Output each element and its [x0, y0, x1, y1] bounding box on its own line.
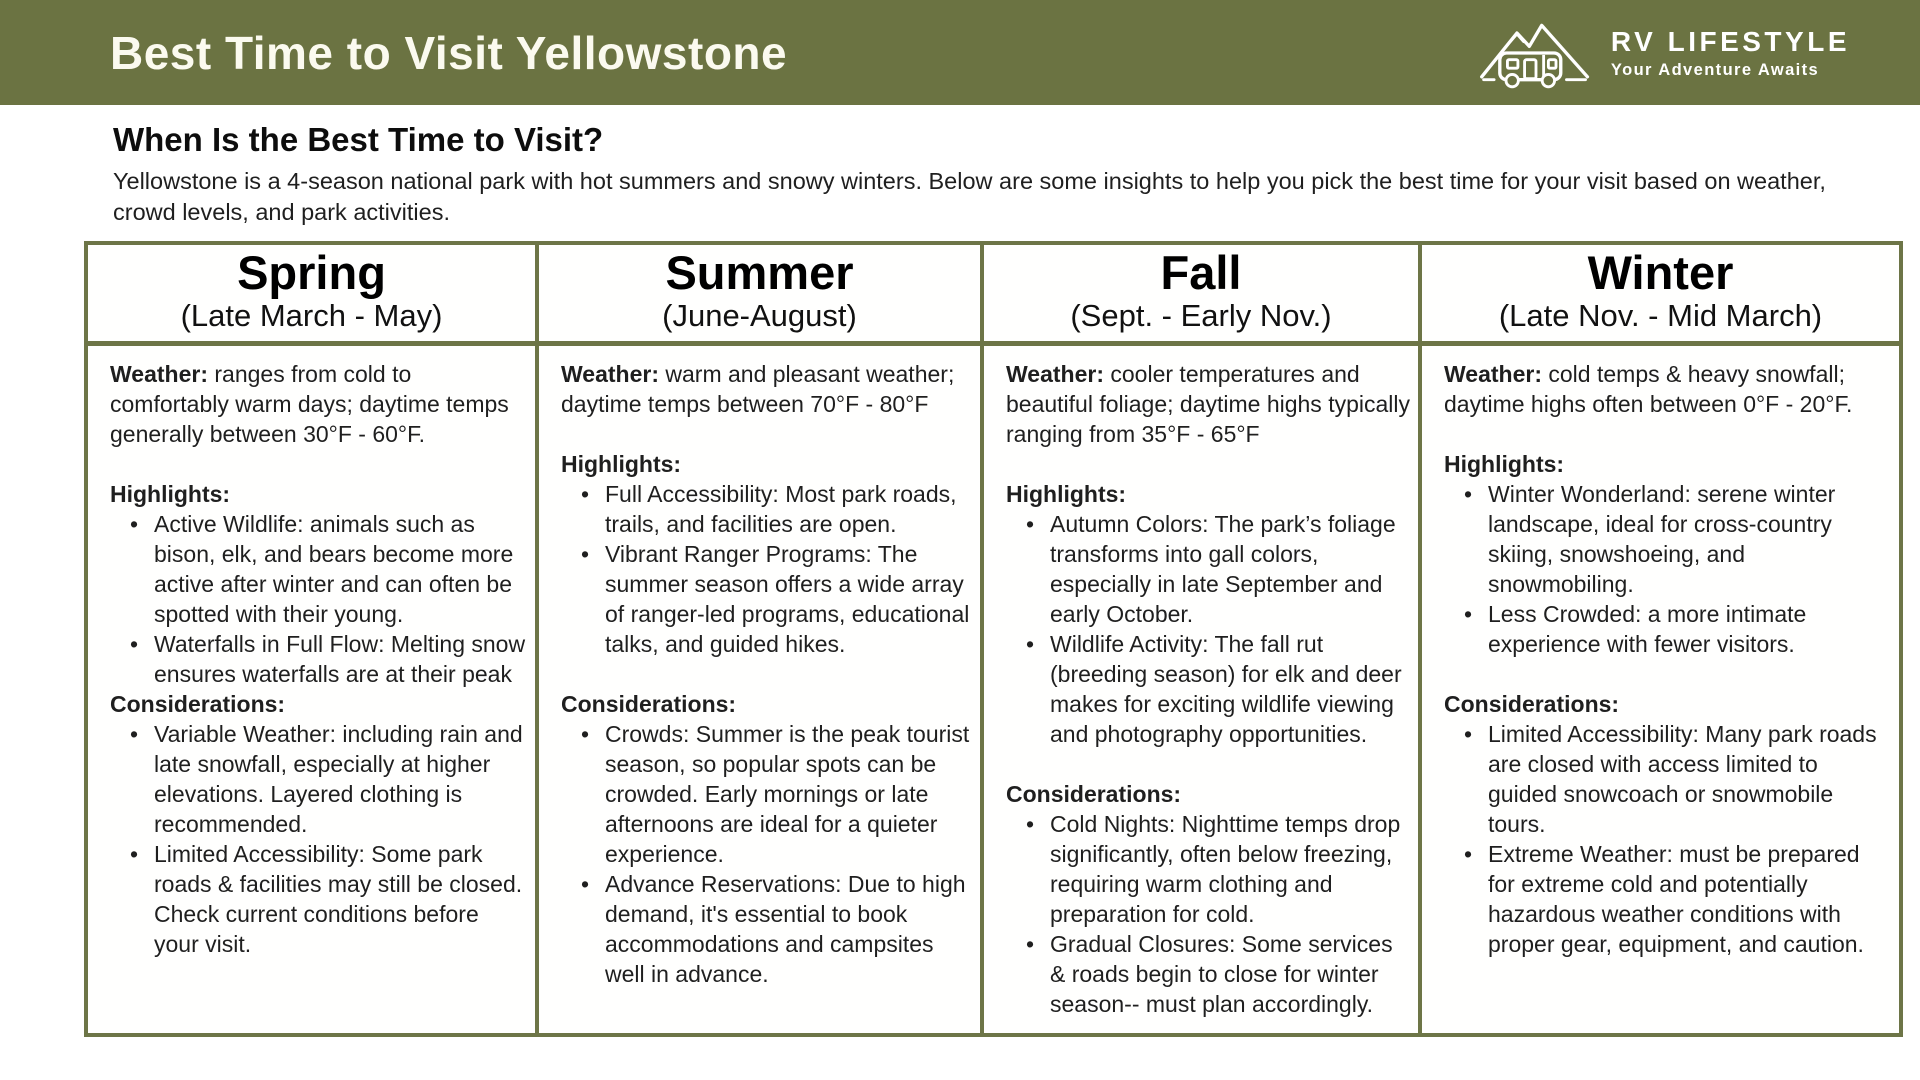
- content: [0, 105, 1920, 1037]
- header-banner: [0, 0, 1920, 105]
- list-item: • Variable Weather: including rain and late snowfall, especially at higher elevations. Layered clothing is recommended.: [130, 719, 527, 839]
- weather-value: cold temps & heavy snowfall; daytime highs often between 0°F - 20°F.: [1444, 361, 1853, 417]
- list-item: • Limited Accessibility: Many park roads are closed with access limited to guided snowcoach or snowmobile tours.: [1464, 719, 1891, 839]
- considerations-list: [1444, 719, 1891, 959]
- list-item: • Less Crowded: a more intimate experience with fewer visitors.: [1464, 599, 1891, 659]
- season-comparison-table: [84, 241, 1903, 1037]
- weather-value: warm and pleasant weather; daytime temps between 70°F - 80°F: [561, 361, 955, 417]
- season-name: Summer: [665, 246, 854, 299]
- highlights-label: Highlights:: [1006, 481, 1127, 507]
- considerations-label: Considerations:: [110, 691, 286, 717]
- season-dates: (Late Nov. - Mid March): [1498, 298, 1823, 333]
- considerations-list: [1006, 809, 1410, 1019]
- season-details-winter: [1422, 346, 1899, 1033]
- season-dates: (Late March - May): [180, 298, 443, 333]
- highlights-list: [1006, 509, 1410, 749]
- considerations-label: Considerations:: [1444, 691, 1620, 717]
- weather-label: Weather:: [1006, 361, 1104, 387]
- list-item: • Crowds: Summer is the peak tourist season, so popular spots can be crowded. Early mornings or late afternoons are ideal for a quieter experience.: [581, 719, 972, 869]
- season-header-winter: [1422, 245, 1899, 341]
- page-title: Best Time to Visit Yellowstone: [110, 26, 788, 79]
- section-heading: When Is the Best Time to Visit?: [113, 121, 604, 158]
- rv-camper-icon: [1477, 13, 1595, 93]
- season-details-summer: [539, 346, 980, 1033]
- weather-text: [1006, 359, 1410, 449]
- list-item: • Full Accessibility: Most park roads, trails, and facilities are open.: [581, 479, 972, 539]
- season-dates: (Sept. - Early Nov.): [1070, 298, 1332, 333]
- season-dates: (June-August): [662, 298, 857, 333]
- highlights-list: [110, 509, 527, 689]
- list-item: • Vibrant Ranger Programs: The summer season offers a wide array of ranger-led programs, educational talks, and guided hikes.: [581, 539, 972, 659]
- list-item: • Gradual Closures: Some services & roads begin to close for winter season-- must plan accordingly.: [1026, 929, 1410, 1019]
- list-item: • Advance Reservations: Due to high demand, it's essential to book accommodations and campsites well in advance.: [581, 869, 972, 989]
- season-header-fall: [984, 245, 1418, 341]
- list-item: • Autumn Colors: The park’s foliage transforms into gall colors, especially in late September and early October.: [1026, 509, 1410, 629]
- considerations-list: [561, 719, 972, 989]
- brand-name: RV LIFESTYLE: [1610, 25, 1850, 57]
- weather-label: Weather:: [110, 361, 208, 387]
- weather-text: [561, 359, 972, 419]
- season-header-spring: [88, 245, 535, 341]
- weather-text: [1444, 359, 1891, 419]
- list-item: • Waterfalls in Full Flow: Melting snow ensures waterfalls are at their peak: [130, 629, 527, 689]
- list-item: • Wildlife Activity: The fall rut (breeding season) for elk and deer makes for exciting wildlife viewing and photography opportunities.: [1026, 629, 1410, 749]
- weather-label: Weather:: [1444, 361, 1542, 387]
- highlights-label: Highlights:: [110, 481, 231, 507]
- list-item: • Extreme Weather: must be prepared for extreme cold and potentially hazardous weather conditions with proper gear, equipment, and caution.: [1464, 839, 1891, 959]
- rv-lifestyle-logo: [1477, 13, 1850, 93]
- season-name: Fall: [1160, 246, 1242, 299]
- season-name: Spring: [237, 246, 386, 299]
- season-name: Winter: [1587, 246, 1734, 299]
- season-details-fall: [984, 346, 1418, 1033]
- intro-paragraph: Yellowstone is a 4-season national park with hot summers and snowy winters. Below are some insights to help you pick the best time for your visit based on weather, crowd levels, and park activities.: [113, 168, 1826, 225]
- highlights-label: Highlights:: [561, 451, 682, 477]
- highlights-list: [561, 479, 972, 659]
- season-header-summer: [539, 245, 980, 341]
- list-item: • Winter Wonderland: serene winter landscape, ideal for cross-country skiing, snowshoeing, and snowmobiling.: [1464, 479, 1891, 599]
- list-item: • Limited Accessibility: Some park roads & facilities may still be closed. Check current conditions before your visit.: [130, 839, 527, 959]
- list-item: • Cold Nights: Nighttime temps drop significantly, often below freezing, requiring warm clothing and preparation for cold.: [1026, 809, 1410, 929]
- considerations-label: Considerations:: [561, 691, 737, 717]
- logo-text: [1611, 26, 1850, 80]
- weather-value: cooler temperatures and beautiful foliage; daytime highs typically ranging from 35°F - 65°F: [1006, 361, 1411, 447]
- highlights-list: [1444, 479, 1891, 659]
- considerations-label: Considerations:: [1006, 781, 1182, 807]
- season-details-spring: [88, 346, 535, 1033]
- highlights-label: Highlights:: [1444, 451, 1565, 477]
- weather-label: Weather:: [561, 361, 659, 387]
- brand-tagline: Your Adventure Awaits: [1610, 60, 1820, 79]
- considerations-list: [110, 719, 527, 959]
- weather-text: [110, 359, 527, 449]
- weather-value: ranges from cold to comfortably warm days; daytime temps generally between 30°F - 60°F.: [110, 361, 509, 447]
- list-item: • Active Wildlife: animals such as bison, elk, and bears become more active after winter and can often be spotted with their young.: [130, 509, 527, 629]
